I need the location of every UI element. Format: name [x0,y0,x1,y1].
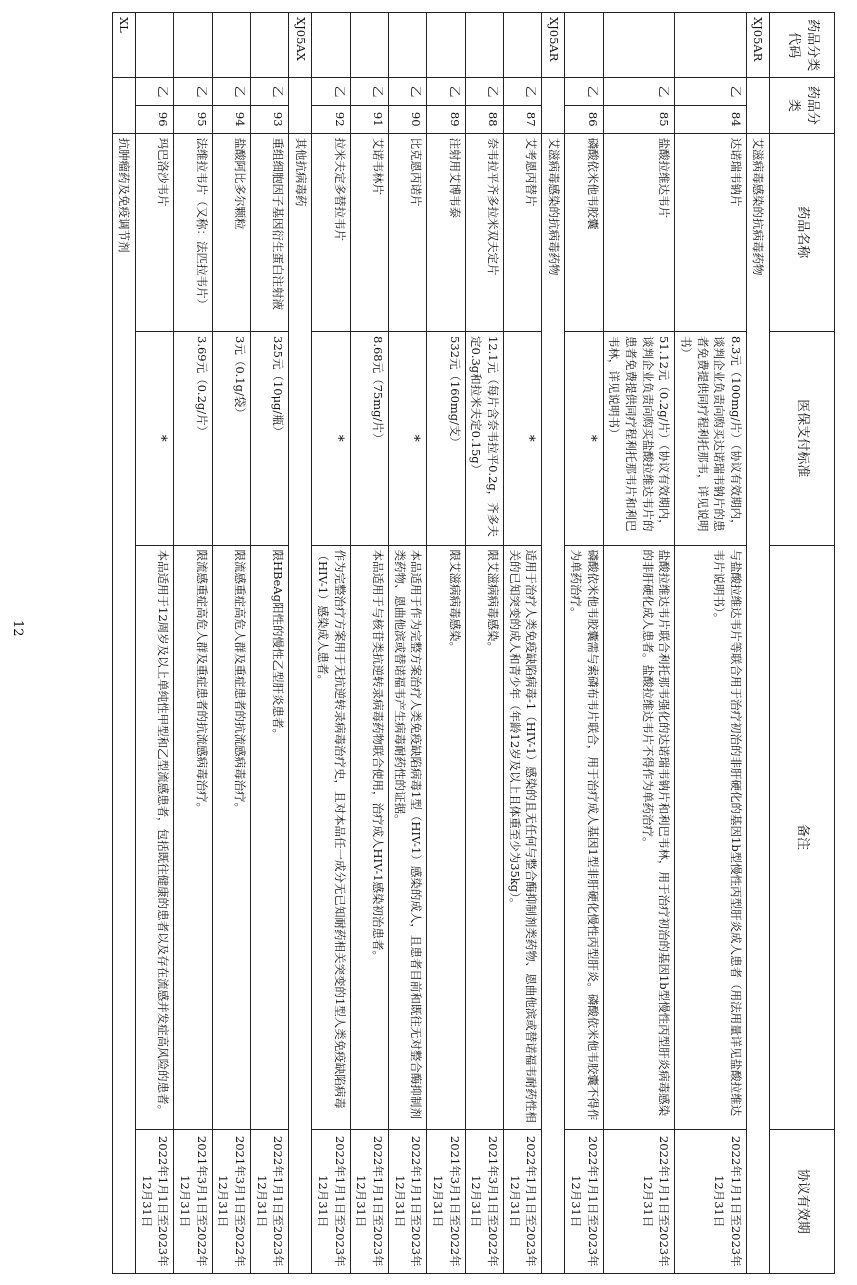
drug-type: 乙 [212,78,250,106]
drug-type: 乙 [250,78,288,106]
drug-row [212,13,250,1274]
drug-name: 盐酸阿比多尔颗粒 [212,133,250,331]
drug-remark: 适用于治疗人类免疫缺陷病毒-1（HIV-1）感染的且无任何与整合酶抑制剂类药物、恩曲他滨或替诺福韦耐药性相关的已知突变的成人和青少年（年龄12岁及以上且体重至少为35kg）。 [503,545,541,1129]
drug-remark: 盐酸拉维达韦片联合利托那韦强化的达诺瑞韦钠片和利巴韦林，用于治疗初治的基因1b型慢性丙型肝炎病毒感染的非肝硬化成人患者。盐酸拉维达韦片不得作为单药治疗。 [603,545,675,1129]
validity-period: 2021年3月1日至2022年12月31日 [427,1129,465,1273]
drug-id: 90 [388,105,426,133]
drug-id: 93 [250,105,288,133]
payment-standard: 12.1元（每片含奈韦拉平0.2g，齐多夫定0.3g和拉米夫定0.15g） [465,332,503,546]
header-standard: 医保支付标准 [770,332,835,546]
drug-type: 乙 [174,78,212,106]
payment-standard: 8.3元（100mg/片）（协议有效期内，谈判企业负责向购买达诺瑞韦钠片的患者免费提供同疗程利托那韦，详见说明书） [675,332,747,546]
drug-name: 盐酸拉维达韦片 [603,133,675,331]
drug-row [565,13,603,1274]
drug-remark: 限HBeAg阳性的慢性乙型肝炎患者。 [250,545,288,1129]
category-code: XJ05AR [542,13,565,78]
drug-id: 88 [465,105,503,133]
payment-standard: 8.68元（75mg/片） [350,332,388,546]
header-remark: 备注 [770,545,835,1129]
drug-id: 89 [427,105,465,133]
empty-code-cell [503,13,541,78]
category-row [747,13,770,1274]
drug-id: 85 [603,105,675,133]
empty-code-cell [312,13,350,78]
drug-row [465,13,503,1274]
validity-period: 2021年3月1日至2022年12月31日 [174,1129,212,1273]
payment-standard: 3.69元（0.2g/片） [174,332,212,546]
empty-code-cell [603,13,675,78]
payment-standard: * [565,332,603,546]
drug-type: 乙 [603,78,675,106]
drug-id: 84 [675,105,747,133]
payment-standard: 532元（160mg/支） [427,332,465,546]
drug-row [603,13,675,1274]
empty-code-cell [350,13,388,78]
payment-standard: * [388,332,426,546]
empty-code-cell [465,13,503,78]
empty-code-cell [174,13,212,78]
drug-row [135,13,173,1274]
payment-standard: * [503,332,541,546]
category-row [112,13,135,1274]
category-code: XJ05AR [747,13,770,78]
empty-code-cell [675,13,747,78]
category-name: 其他抗病毒药 [289,133,312,1273]
category-code: XJ05AX [289,13,312,78]
drug-row [675,13,747,1274]
drug-name: 拉米夫定多替拉韦片 [312,133,350,331]
validity-period: 2022年1月1日至2023年12月31日 [603,1129,675,1273]
drug-type: 乙 [503,78,541,106]
header-code: 药品分类代码 [770,13,835,78]
header-row [770,13,835,1274]
drug-row [174,13,212,1274]
drug-remark: 作为完整治疗方案用于无抗逆转录病毒治疗史，且对本品任一成分无已知耐药相关突变的1型人类免疫缺陷病毒（HIV-1）感染成人患者。 [312,545,350,1129]
drug-type: 乙 [135,78,173,106]
drug-type: 乙 [350,78,388,106]
drug-remark: 与盐酸拉维达韦片等联合用于治疗初治的非肝硬化的基因1b型慢性丙型肝炎成人患者（用法用量详见盐酸拉维达韦片说明书）。 [675,545,747,1129]
payment-standard: * [312,332,350,546]
drug-remark: 限流感重症高危人群及重症患者的抗流感病毒治疗。 [212,545,250,1129]
drug-type: 乙 [388,78,426,106]
drug-id: 92 [312,105,350,133]
drug-name: 磷酸依米他韦胶囊 [565,133,603,331]
drug-row [427,13,465,1274]
spacer-cell [542,78,565,133]
drug-type: 乙 [465,78,503,106]
drug-row [312,13,350,1274]
validity-period: 2022年1月1日至2023年12月31日 [503,1129,541,1273]
drug-type: 乙 [565,78,603,106]
empty-code-cell [212,13,250,78]
payment-standard: 51.12元（0.2g/片）（协议有效期内，谈判企业负责向购买盐酸拉维达韦片的患者免费提供同疗程利托那韦片和利巴韦林，详见说明书） [603,332,675,546]
category-name: 抗肿瘤药及免疫调节剂 [112,133,135,1273]
page-number: 12 [10,620,25,637]
category-row [289,13,312,1274]
drug-id: 91 [350,105,388,133]
drug-row [350,13,388,1274]
header-name: 药品名称 [770,133,835,331]
header-validity: 协议有效期 [770,1129,835,1273]
payment-standard: 3元（0.1g/袋） [212,332,250,546]
drug-name: 比克恩丙诺片 [388,133,426,331]
empty-code-cell [135,13,173,78]
empty-code-cell [388,13,426,78]
validity-period: 2022年1月1日至2023年12月31日 [250,1129,288,1273]
spacer-cell [747,78,770,133]
category-name: 艾滋病毒感染的抗病毒药物 [747,133,770,1273]
drug-remark: 本品适用于与核苷类抗逆转录病毒药物联合使用，治疗成人HIV-1感染初治患者。 [350,545,388,1129]
drug-remark: 本品适用于12周岁及以上单纯性甲型和乙型流感患者，包括既往健康的患者以及存在流感并发症高风险的患者。 [135,545,173,1129]
validity-period: 2022年1月1日至2023年12月31日 [312,1129,350,1273]
drug-row [250,13,288,1274]
validity-period: 2022年1月1日至2023年12月31日 [350,1129,388,1273]
drug-name: 艾考恩丙替片 [503,133,541,331]
drug-remark: 限流感重症高危人群及重症患者的抗流感病毒治疗。 [174,545,212,1129]
empty-code-cell [565,13,603,78]
validity-period: 2022年1月1日至2023年12月31日 [135,1129,173,1273]
drug-id: 87 [503,105,541,133]
validity-period: 2022年1月1日至2023年12月31日 [565,1129,603,1273]
validity-period: 2021年3月1日至2022年12月31日 [212,1129,250,1273]
category-row [542,13,565,1274]
validity-period: 2021年3月1日至2022年12月31日 [465,1129,503,1273]
drug-id: 95 [174,105,212,133]
spacer-cell [112,78,135,133]
drug-name: 玛巴洛沙韦片 [135,133,173,331]
empty-code-cell [250,13,288,78]
drug-type: 乙 [312,78,350,106]
drug-name: 艾诺韦林片 [350,133,388,331]
drug-table [112,12,835,1274]
category-name: 艾滋病毒感染的抗病毒药物 [542,133,565,1273]
drug-name: 注射用艾博韦泰 [427,133,465,331]
drug-type: 乙 [427,78,465,106]
drug-remark: 磷酸依米他韦胶囊需与索磷布韦片联合，用于治疗成人基因1型非肝硬化慢性丙型肝炎。磷酸依米他韦胶囊不得作为单药治疗。 [565,545,603,1129]
drug-remark: 限艾滋病病毒感染。 [427,545,465,1129]
drug-name: 达诺瑞韦钠片 [675,133,747,331]
drug-id: 96 [135,105,173,133]
drug-name: 重组细胞因子基因衍生蛋白注射液 [250,133,288,331]
spacer-cell [289,78,312,133]
drug-id: 86 [565,105,603,133]
validity-period: 2022年1月1日至2023年12月31日 [388,1129,426,1273]
drug-remark: 限艾滋病病毒感染。 [465,545,503,1129]
drug-row [503,13,541,1274]
drug-row [388,13,426,1274]
payment-standard: 325元（10μg/瓶） [250,332,288,546]
payment-standard: * [135,332,173,546]
drug-name: 奈韦拉平齐多拉米双夫定片 [465,133,503,331]
drug-name: 法维拉韦片（又称：法匹拉韦片） [174,133,212,331]
validity-period: 2022年1月1日至2023年12月31日 [675,1129,747,1273]
category-code: XL [112,13,135,78]
empty-code-cell [427,13,465,78]
drug-id: 94 [212,105,250,133]
header-category: 药品分类 [770,78,835,133]
drug-remark: 本品适用于作为完整方案治疗人类免疫缺陷病毒1型（HIV-1）感染的成人，且患者目前和既往无对整合酶抑制剂类药物、恩曲他滨或替诺福韦产生病毒耐药性的证据。 [388,545,426,1129]
drug-type: 乙 [675,78,747,106]
